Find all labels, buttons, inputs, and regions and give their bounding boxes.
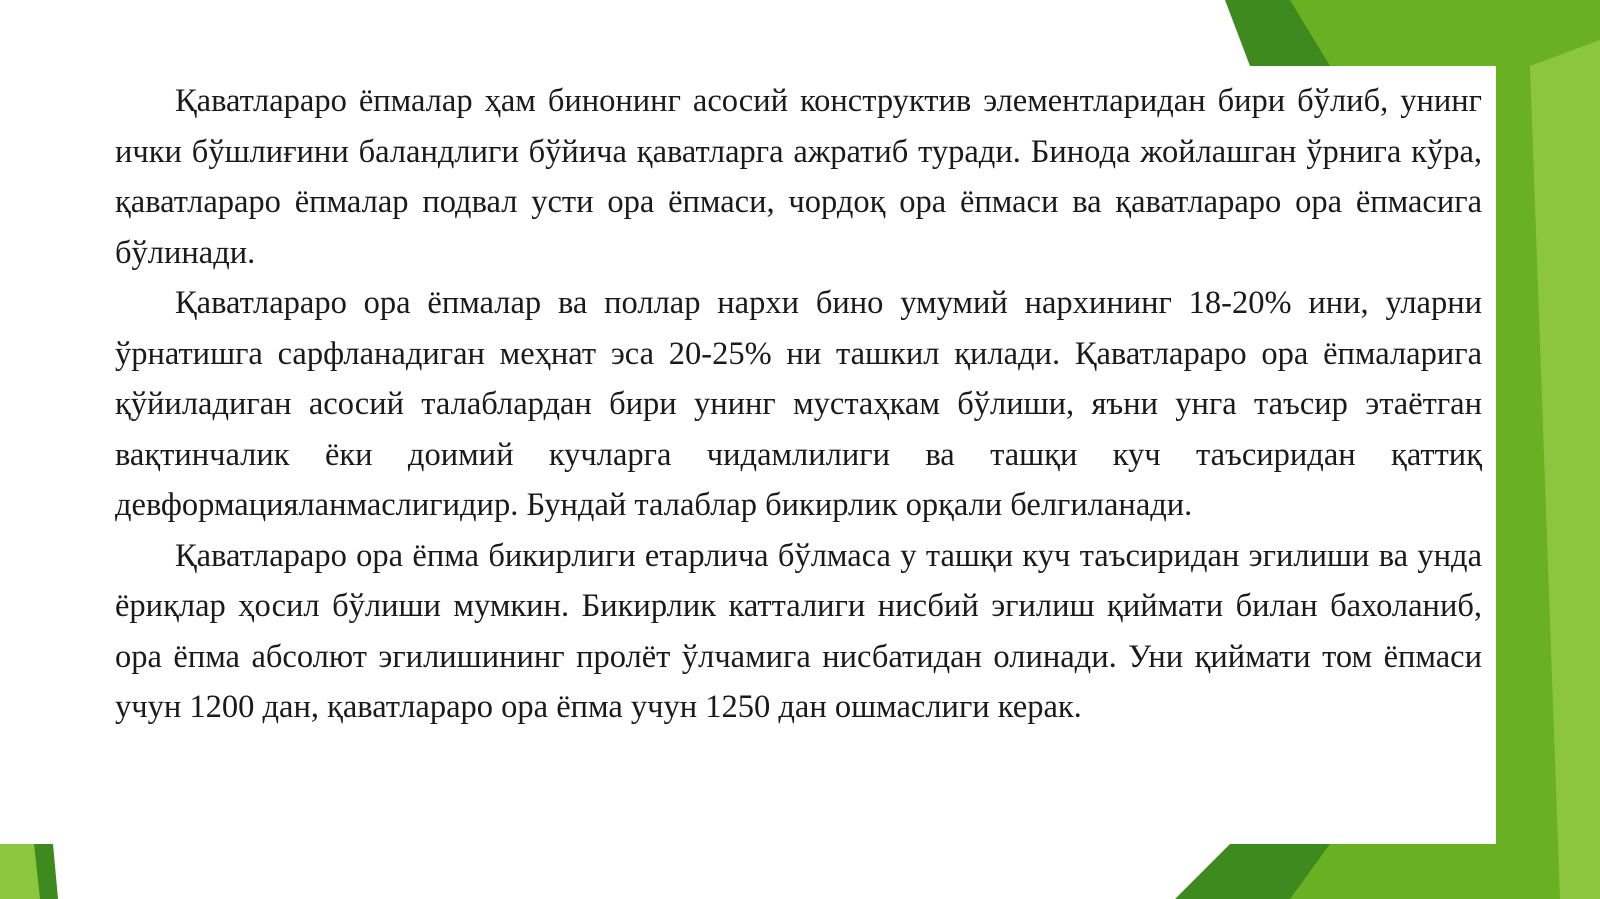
paragraph-3: Қаватлараро ора ёпма бикирлиги етарлича бўлмаса у ташқи куч таъсиридан эгилиши ва унда ёриқлар ҳосил бўлиши мумкин. Бикирлик катталиги нисбий эгилиш қиймати билан бахоланиб, ора ёпма абсолют эгилишининг пролёт ўлчамига нисбатидан олинади. Уни қиймати том ёпмаси учун 1200 дан, қаватлараро ора ёпма учун 1250 дан ошмаслиги керак. [115, 537, 1482, 725]
paragraph-1: Қаватлараро ёпмалар ҳам бинонинг асосий конструктив элементларидан бири бўлиб, унинг ички бўшлиғини баландлиги бўйича қаватларга ажратиб туради. Бинода жойлашган ўрнига кўра, қаватлараро ёпмалар подвал усти ора ёпмаси, чордоқ ора ёпмаси ва қаватлараро ора ёпмасига бўлинади. [115, 83, 1482, 271]
paragraph-2: Қаватлараро ора ёпмалар ва поллар нархи бино умумий нархининг 18-20% ини, уларни ўрнатишга сарфланадиган меҳнат эса 20-25% ни ташкил қилади. Қаватлараро ора ёпмаларига қўйиладиган асосий талаблардан бири унинг мустаҳкам бўлиши, яъни унга таъсир этаётган вақтинчалик ёки доимий кучларга чидамлилиги ва ташқи куч таъсиридан қаттиқ девформацияланмаслигидир. Бундай талаблар бикирлик орқали белгиланади. [115, 285, 1482, 523]
document-body [115, 76, 1482, 733]
